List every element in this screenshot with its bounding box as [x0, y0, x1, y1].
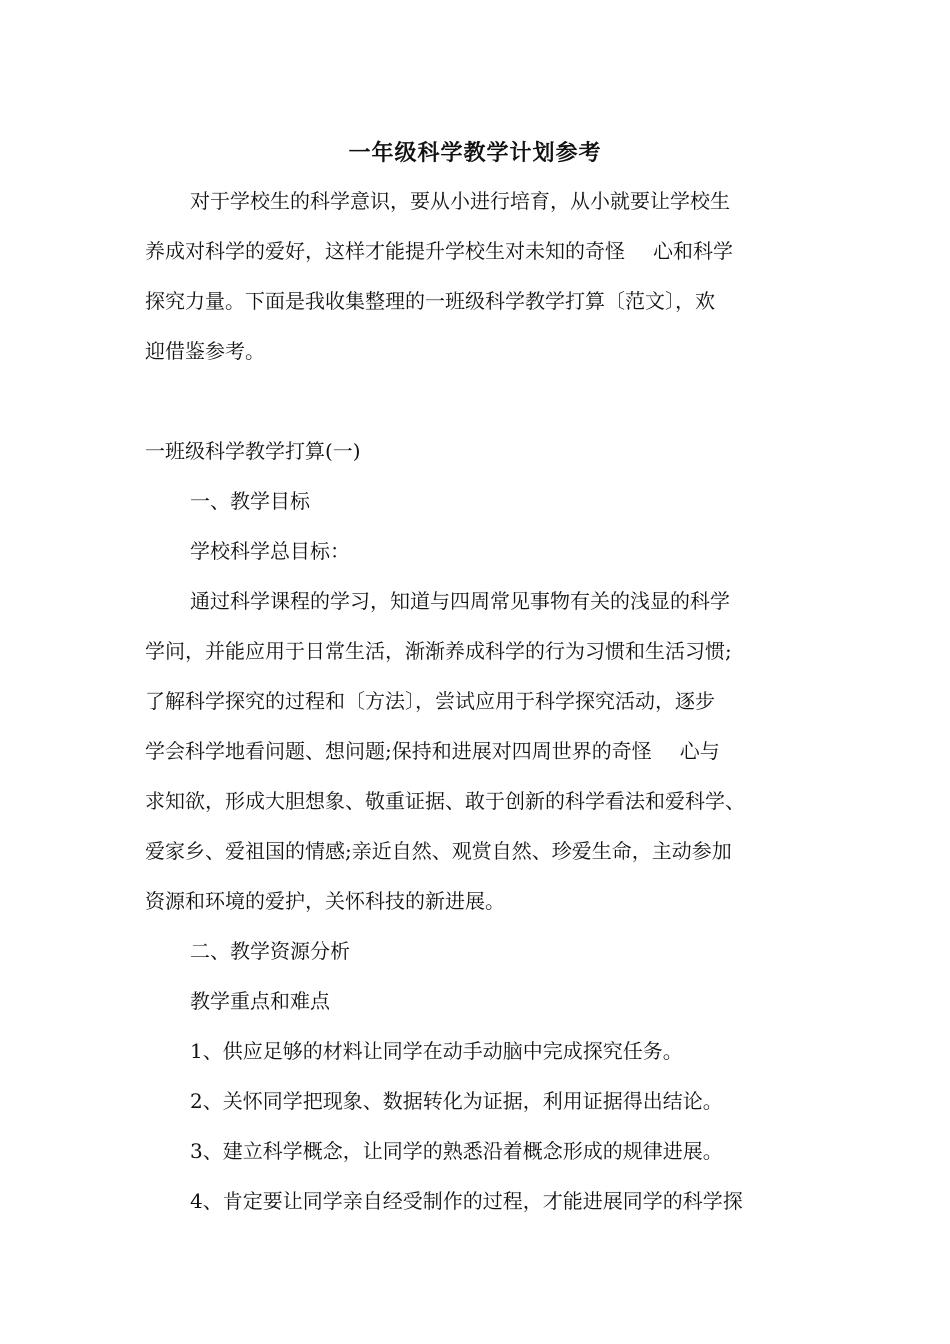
heading-resource-analysis: 二、教学资源分析 — [190, 939, 350, 963]
goal-line: 爱家乡、爱祖国的情感;亲近自然、观赏自然、珍爱生命，主动参加 — [145, 839, 732, 863]
goal-line: 资源和环境的爱护，关怀科技的新进展。 — [145, 889, 505, 913]
list-item: 2、关怀同学把现象、数据转化为证据，利用证据得出结论。 — [190, 1089, 723, 1113]
list-item: 1、供应足够的材料让同学在动手动脑中完成探究任务。 — [190, 1039, 683, 1063]
goal-line: 通过科学课程的学习，知道与四周常见事物有关的浅显的科学 — [190, 589, 730, 613]
intro-line: 迎借鉴参考。 — [145, 339, 265, 363]
goal-line: 了解科学探究的过程和〔方法〕，尝试应用于科学探究活动，逐步 — [145, 689, 715, 713]
intro-line: 探究力量。下面是我收集整理的一班级科学教学打算〔范文〕，欢 — [145, 289, 715, 313]
goal-line: 求知欲，形成大胆想象、敬重证据、敢于创新的科学看法和爱科学、 — [145, 789, 745, 813]
goal-line-with-gap — [145, 736, 835, 766]
subheading-overall-goal: 学校科学总目标： — [190, 539, 350, 563]
subheading-key-points: 教学重点和难点 — [190, 989, 330, 1013]
intro-text: 养成对科学的爱好，这样才能提升学校生对未知的奇怪 — [145, 239, 625, 263]
section-heading: 一班级科学教学打算(一) — [145, 439, 361, 463]
intro-line-with-gap — [145, 236, 835, 266]
goal-line: 学问，并能应用于日常生活，渐渐养成科学的行为习惯和生活习惯; — [145, 639, 732, 663]
goal-text: 心与 — [679, 739, 720, 763]
list-item: 3、建立科学概念，让同学的熟悉沿着概念形成的规律进展。 — [190, 1139, 723, 1163]
list-item: 4、肯定要让同学亲自经受制作的过程，才能进展同学的科学探 — [190, 1189, 743, 1213]
page-title: 一年级科学教学计划参考 — [348, 140, 602, 166]
goal-text: 学会科学地看问题、想问题;保持和进展对四周世界的奇怪 — [145, 739, 652, 763]
heading-teaching-goals: 一、教学目标 — [190, 489, 310, 513]
intro-line: 对于学校生的科学意识，要从小进行培育，从小就要让学校生 — [190, 189, 730, 213]
intro-text: 心和科学 — [653, 239, 733, 263]
